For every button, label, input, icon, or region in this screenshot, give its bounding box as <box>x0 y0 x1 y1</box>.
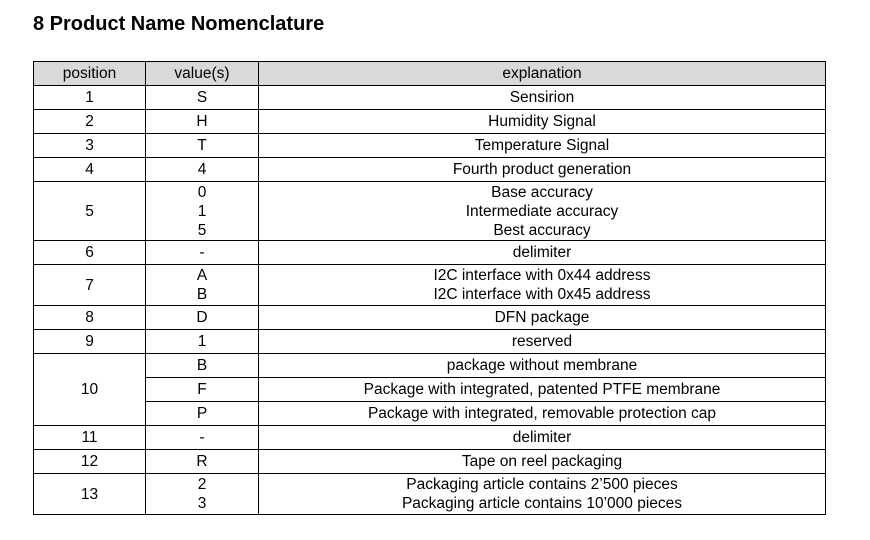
value-cell: P <box>146 402 259 426</box>
explanation-cell: delimiter <box>259 426 826 450</box>
position-cell: 9 <box>34 330 146 354</box>
explanation-cell: Fourth product generation <box>259 158 826 182</box>
explanation-line: Packaging article contains 10’000 pieces <box>401 495 683 512</box>
table-row <box>34 265 826 306</box>
explanation-cell: Tape on reel packaging <box>259 450 826 474</box>
position-cell: 4 <box>34 158 146 182</box>
value-cell: 1 <box>146 330 259 354</box>
table-row <box>34 402 826 426</box>
table-row <box>34 450 826 474</box>
table-row <box>34 330 826 354</box>
explanation-cell <box>259 265 826 306</box>
table-row <box>34 158 826 182</box>
column-header-values: value(s) <box>146 62 259 86</box>
value-line: 5 <box>197 221 207 239</box>
explanation-cell <box>259 474 826 515</box>
value-cell: H <box>146 110 259 134</box>
nomenclature-table <box>33 61 826 515</box>
position-cell: 2 <box>34 110 146 134</box>
value-cell <box>146 474 259 515</box>
explanation-line: Base accuracy <box>491 183 593 201</box>
value-line: 0 <box>197 183 207 201</box>
value-cell: T <box>146 134 259 158</box>
value-cell: B <box>146 354 259 378</box>
explanation-line: Best accuracy <box>493 221 591 239</box>
position-cell: 3 <box>34 134 146 158</box>
value-cell: S <box>146 86 259 110</box>
section-title: 8 Product Name Nomenclature <box>33 13 325 35</box>
column-header-position: position <box>34 62 146 86</box>
table-row <box>34 241 826 265</box>
explanation-cell <box>259 182 826 241</box>
explanation-line: Intermediate accuracy <box>465 202 619 220</box>
position-cell: 11 <box>34 426 146 450</box>
explanation-cell: reserved <box>259 330 826 354</box>
explanation-cell: Sensirion <box>259 86 826 110</box>
value-line: 3 <box>197 495 207 512</box>
table-row <box>34 86 826 110</box>
value-cell: 4 <box>146 158 259 182</box>
position-cell: 1 <box>34 86 146 110</box>
position-cell: 13 <box>34 474 146 515</box>
table-row <box>34 134 826 158</box>
table-row <box>34 182 826 241</box>
explanation-cell: Temperature Signal <box>259 134 826 158</box>
explanation-cell: Humidity Signal <box>259 110 826 134</box>
position-cell: 12 <box>34 450 146 474</box>
explanation-line: I2C interface with 0x44 address <box>433 267 651 284</box>
table-row <box>34 426 826 450</box>
value-line: A <box>196 267 208 284</box>
value-cell <box>146 182 259 241</box>
explanation-cell: delimiter <box>259 241 826 265</box>
value-line: B <box>196 286 208 303</box>
table-header-row <box>34 62 826 86</box>
column-header-explanation: explanation <box>259 62 826 86</box>
table-row <box>34 474 826 515</box>
position-cell: 8 <box>34 306 146 330</box>
position-cell: 10 <box>34 354 146 426</box>
explanation-cell: package without membrane <box>259 354 826 378</box>
position-cell: 6 <box>34 241 146 265</box>
table-row <box>34 354 826 378</box>
position-cell: 5 <box>34 182 146 241</box>
value-cell: - <box>146 241 259 265</box>
table-row <box>34 378 826 402</box>
table-row <box>34 306 826 330</box>
explanation-cell: Package with integrated, patented PTFE membrane <box>259 378 826 402</box>
value-cell: D <box>146 306 259 330</box>
value-cell: - <box>146 426 259 450</box>
value-cell: R <box>146 450 259 474</box>
explanation-cell: DFN package <box>259 306 826 330</box>
explanation-line: Packaging article contains 2’500 pieces <box>406 476 678 493</box>
explanation-cell: Package with integrated, removable protection cap <box>259 402 826 426</box>
value-cell: F <box>146 378 259 402</box>
value-cell <box>146 265 259 306</box>
table-row <box>34 110 826 134</box>
explanation-line: I2C interface with 0x45 address <box>433 286 651 303</box>
value-line: 2 <box>197 476 207 493</box>
position-cell: 7 <box>34 265 146 306</box>
value-line: 1 <box>197 202 207 220</box>
